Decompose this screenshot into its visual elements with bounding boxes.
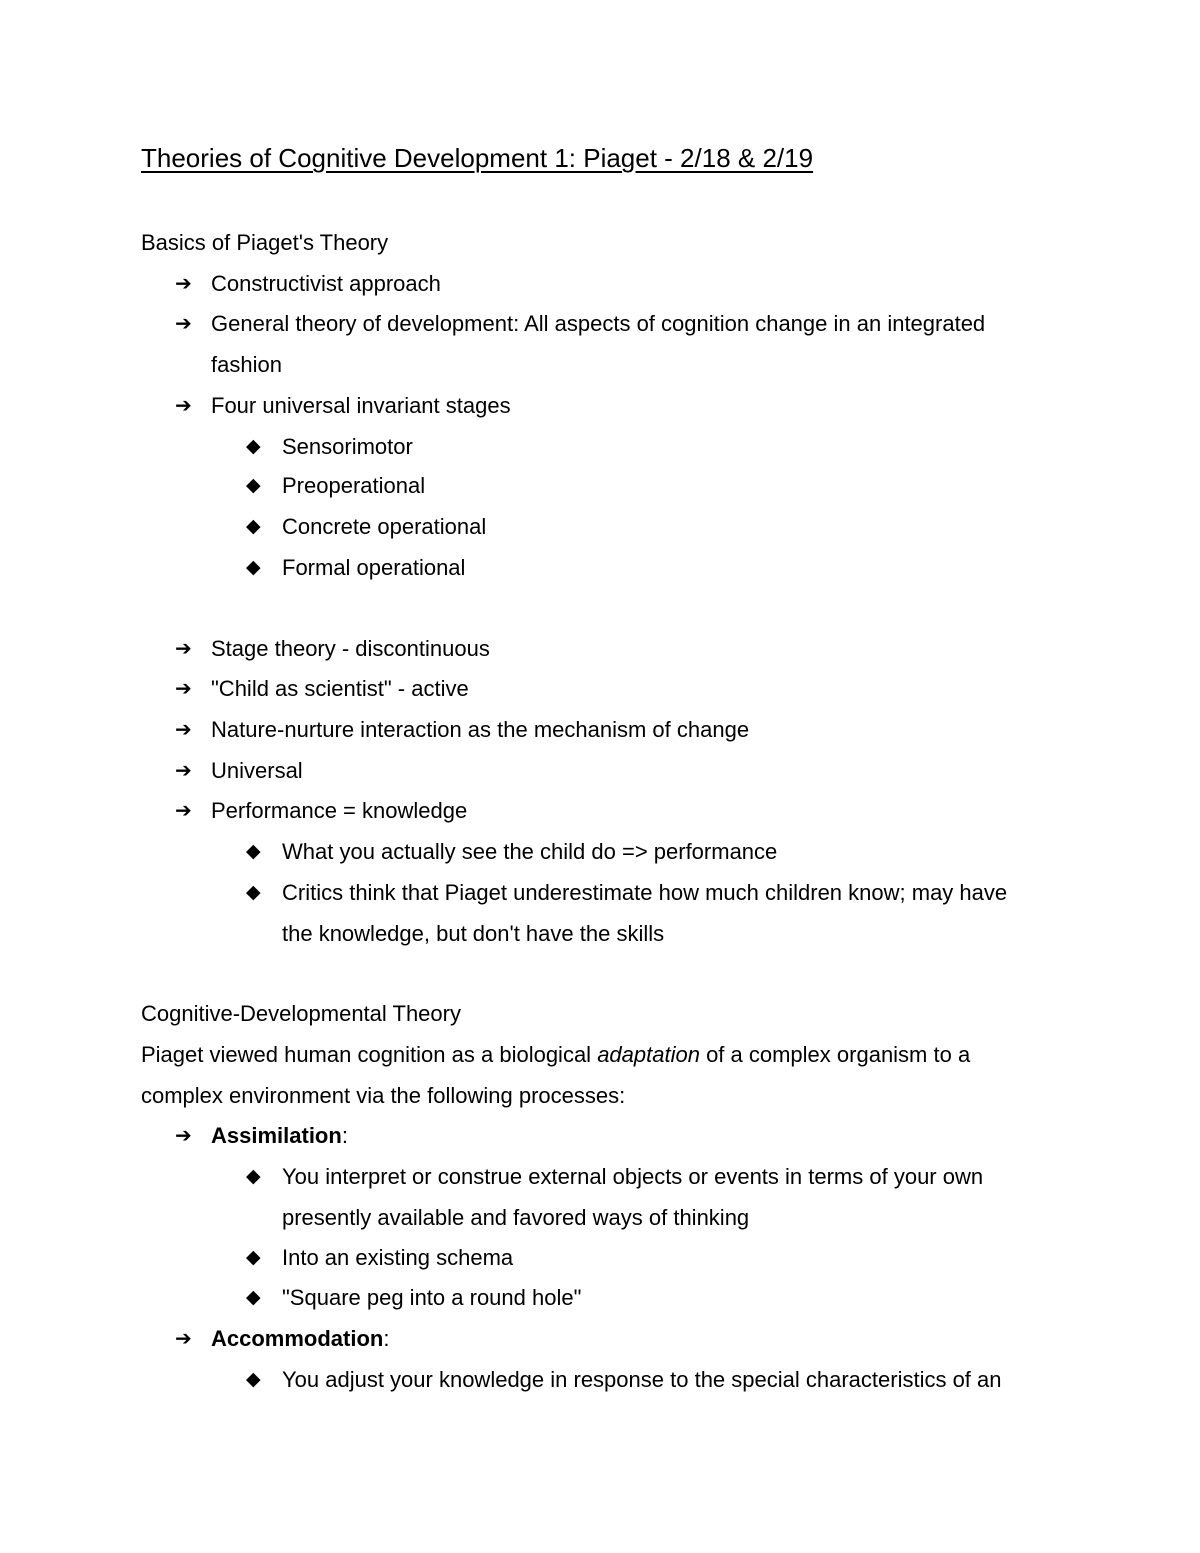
diamond-bullet-icon: ◆ (246, 516, 261, 537)
sub-list-item: You interpret or construe external objects or events in terms of your own (282, 1164, 984, 1189)
colon: : (341, 1123, 348, 1148)
arrow-bullet-icon: ➔ (175, 1328, 192, 1350)
arrow-bullet-icon: ➔ (175, 678, 192, 700)
diamond-bullet-icon: ◆ (246, 475, 261, 496)
page-title: Theories of Cognitive Development 1: Piaget - 2/18 & 2/19 (141, 143, 814, 173)
sub-list-item-continuation: presently available and favored ways of thinking (282, 1205, 750, 1230)
arrow-bullet-icon: ➔ (175, 800, 192, 822)
paragraph-text: Piaget viewed human cognition as a biological (141, 1042, 598, 1067)
list-item-continuation: fashion (211, 352, 282, 377)
sub-list-item-continuation: the knowledge, but don't have the skills (282, 921, 665, 946)
arrow-bullet-icon: ➔ (175, 395, 192, 417)
section-heading-cognitive-developmental: Cognitive-Developmental Theory (141, 1001, 461, 1026)
list-item: Four universal invariant stages (211, 393, 511, 418)
list-item: Performance = knowledge (211, 798, 468, 823)
arrow-bullet-icon: ➔ (175, 719, 192, 741)
list-item: Stage theory - discontinuous (211, 636, 490, 661)
diamond-bullet-icon: ◆ (246, 841, 261, 862)
list-item-accommodation (211, 1319, 389, 1359)
list-item: Universal (211, 758, 303, 783)
arrow-bullet-icon: ➔ (175, 273, 192, 295)
diamond-bullet-icon: ◆ (246, 882, 261, 903)
list-item-assimilation (211, 1116, 348, 1156)
term-assimilation: Assimilation (211, 1123, 342, 1148)
colon: : (383, 1326, 390, 1351)
diamond-bullet-icon: ◆ (246, 1166, 261, 1187)
sub-list-item: "Square peg into a round hole" (282, 1285, 582, 1310)
stage-item: Formal operational (282, 555, 466, 580)
stage-item: Concrete operational (282, 514, 487, 539)
term-accommodation: Accommodation (211, 1326, 384, 1351)
list-item: "Child as scientist" - active (211, 676, 469, 701)
diamond-bullet-icon: ◆ (246, 1247, 261, 1268)
list-item: General theory of development: All aspects of cognition change in an integrated (211, 311, 986, 336)
diamond-bullet-icon: ◆ (246, 1287, 261, 1308)
diamond-bullet-icon: ◆ (246, 1369, 261, 1390)
arrow-bullet-icon: ➔ (175, 760, 192, 782)
sub-list-item: Critics think that Piaget underestimate how much children know; may have (282, 880, 1008, 905)
sub-list-item: What you actually see the child do => performance (282, 839, 778, 864)
list-item: Constructivist approach (211, 271, 441, 296)
arrow-bullet-icon: ➔ (175, 313, 192, 335)
section-heading-basics: Basics of Piaget's Theory (141, 230, 389, 255)
stage-item: Sensorimotor (282, 434, 413, 459)
sub-list-item: Into an existing schema (282, 1245, 514, 1270)
diamond-bullet-icon: ◆ (246, 436, 261, 457)
arrow-bullet-icon: ➔ (175, 638, 192, 660)
sub-list-item: You adjust your knowledge in response to the special characteristics of an (282, 1367, 1002, 1392)
stage-item: Preoperational (282, 473, 426, 498)
paragraph-text: of a complex organism to a (699, 1042, 971, 1067)
emphasis-adaptation: adaptation (597, 1042, 700, 1067)
paragraph-line (141, 1035, 970, 1075)
diamond-bullet-icon: ◆ (246, 557, 261, 578)
paragraph-line: complex environment via the following processes: (141, 1083, 626, 1108)
arrow-bullet-icon: ➔ (175, 1125, 192, 1147)
list-item: Nature-nurture interaction as the mechanism of change (211, 717, 750, 742)
